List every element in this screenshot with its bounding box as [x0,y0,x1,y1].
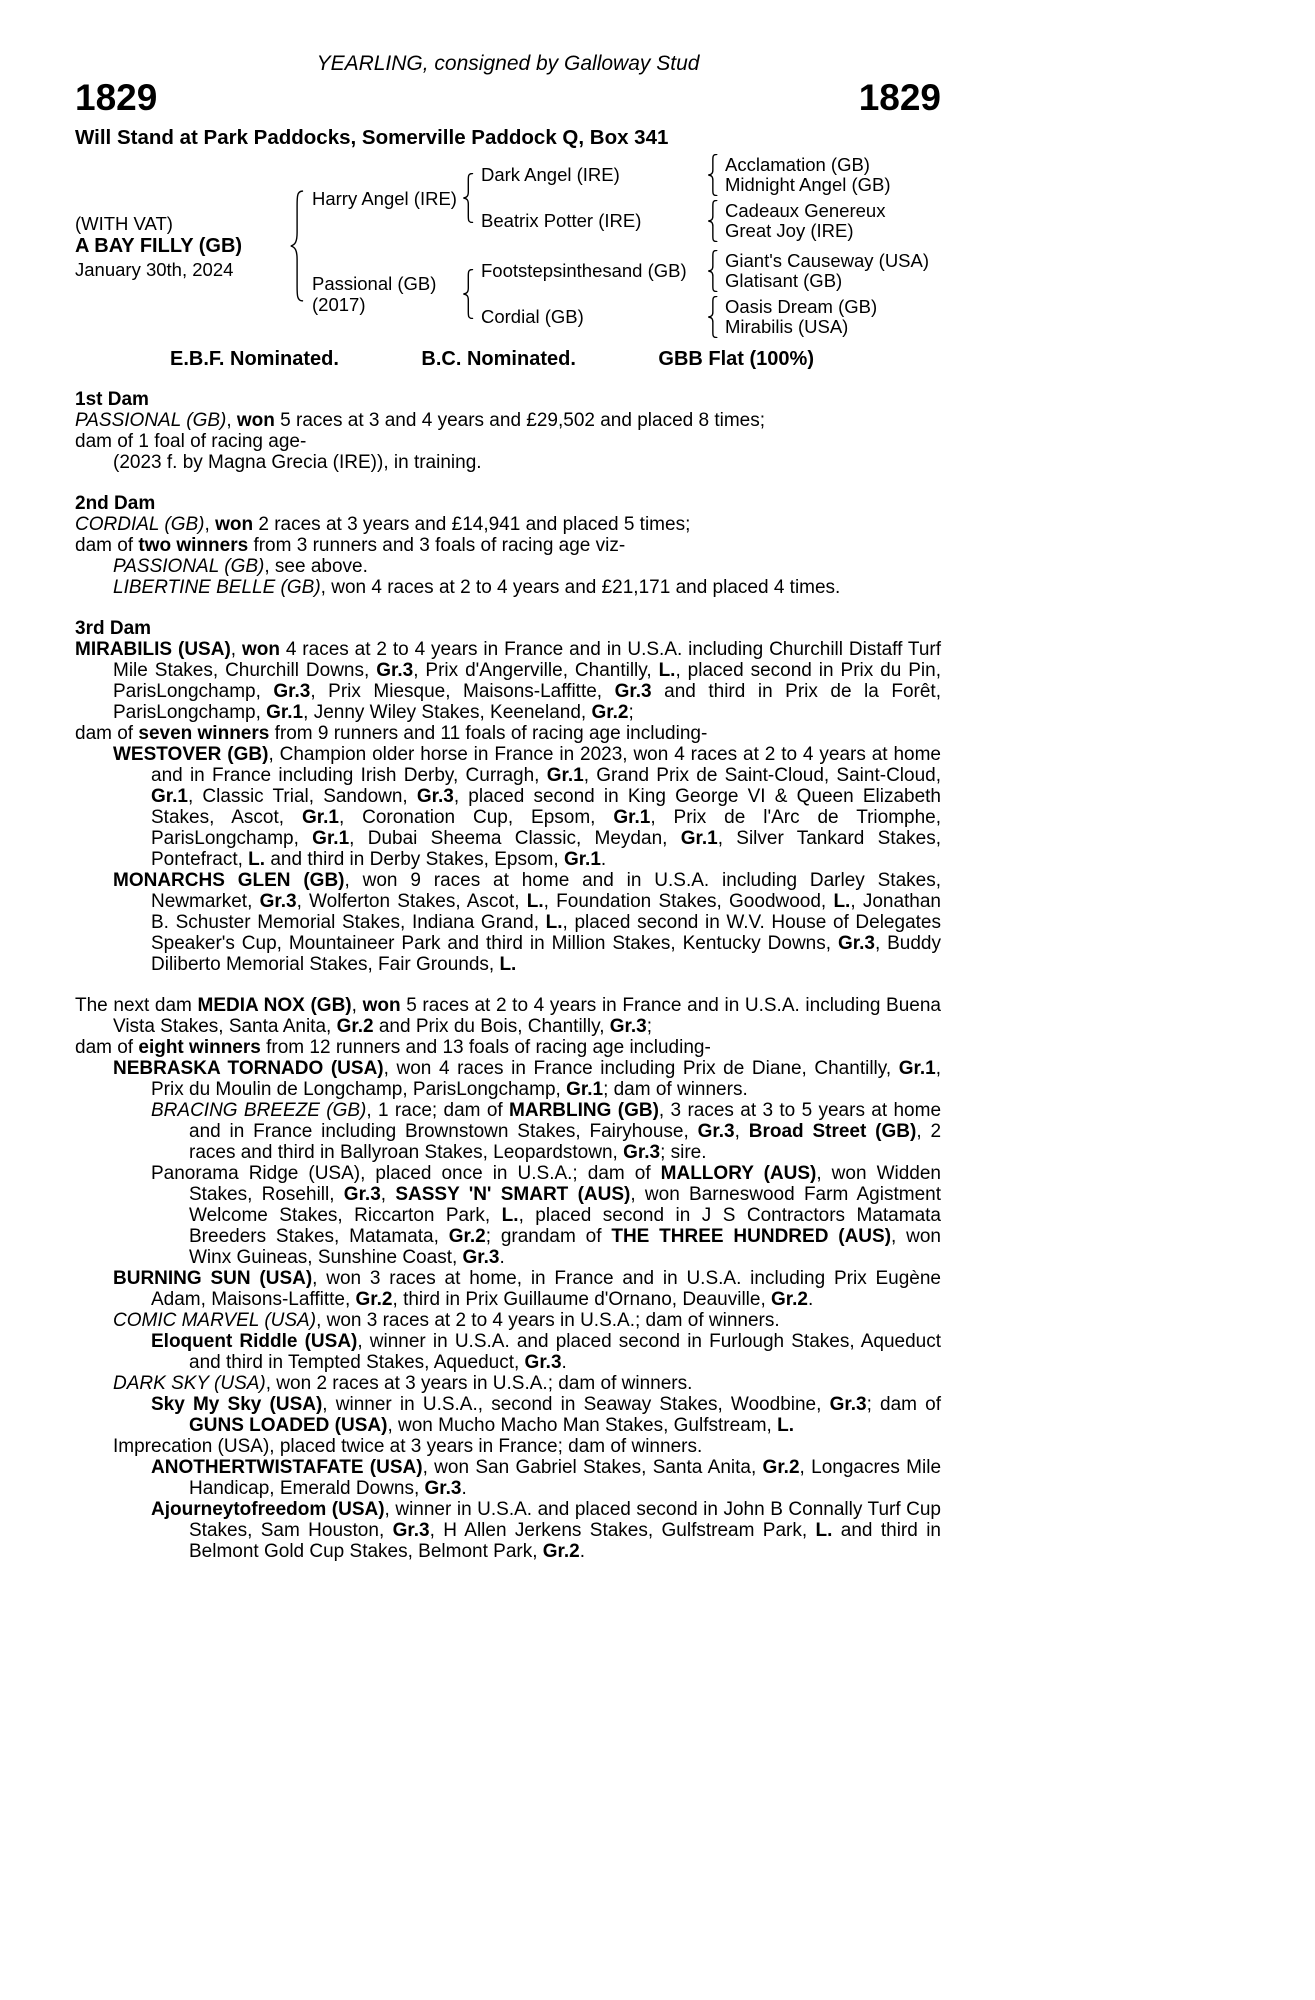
pedigree-paragraph [75,723,941,744]
text-run: . [461,1478,467,1499]
pedigree-paragraph [75,577,941,598]
pedigree-dam-dam-dam: Mirabilis (USA) [725,316,849,337]
text-run: , 3 races at 3 to 5 years at home and in France including Brownstown Stakes, Fairyhouse, [189,1100,942,1142]
text-run: 2 races at 3 years and £14,941 and placed 5 times; [253,514,691,535]
pedigree-sire-dam-dam: Great Joy (IRE) [725,220,854,241]
text-run: Gr.3 [424,1478,462,1499]
text-run: , placed second in W.V. House of Delegates Speaker's Cup, Mountaineer Park and third in Million Stakes, Kentucky Downs, [151,912,941,954]
text-run: . [808,1289,814,1310]
text-run: , [351,995,363,1016]
text-run: L. [499,954,517,975]
text-run: , Prix d'Angerville, Chantilly, [413,660,659,681]
text-run: Gr.1 [563,849,601,870]
pedigree-brace-icon [289,190,307,302]
pedigree-generations [312,154,929,338]
text-run: 5 races at 2 to 4 years in France and in U.S.A. including Buena Vista Stakes, Santa Anita, [113,995,941,1037]
text-run: seven winners [138,723,270,744]
text-run: , Prix Miesque, Maisons-Laffitte, [310,681,615,702]
text-run: and Prix du Bois, Chantilly, [373,1016,610,1037]
pedigree-dam-sire-dam: Glatisant (GB) [725,270,843,291]
text-run: , Coronation Cup, Epsom, [338,807,614,828]
pedigree-sire-sire: Dark Angel (IRE) [481,164,620,185]
text-run: L. [833,891,851,912]
text-run: 5 races at 3 and 4 years and £29,502 and placed 8 times; [274,410,766,431]
text-run: , Classic Trial, Sandown, [187,786,417,807]
text-run: . [561,1352,567,1373]
text-run: SASSY 'N' SMART (AUS) [395,1184,631,1205]
text-run: ; dam of [866,1394,941,1415]
text-run: two winners [138,535,249,556]
text-run: Gr.3 [259,891,297,912]
text-run: , won Barneswood Farm Agistment Welcome Stakes, Riccarton Park, [189,1184,941,1226]
text-run: PASSIONAL (GB) [113,556,265,577]
text-run: . [499,1247,505,1268]
text-run: . [579,1541,586,1562]
text-run: from 9 runners and 11 foals of racing age including- [269,723,708,744]
pedigree-brace-icon [707,200,720,242]
text-run: Gr.3 [343,1184,381,1205]
dam-section-heading: 2nd Dam [75,493,156,514]
text-run: Eloquent Riddle (USA) [151,1331,358,1352]
text-run: , H Allen Jerkens Stakes, Gulfstream Park, [429,1520,816,1541]
text-run: eight winners [138,1037,261,1058]
consignor-line: YEARLING, consigned by Galloway Stud [316,52,700,75]
catalog-content [75,52,941,1562]
text-run: , won Mucho Macho Man Stakes, Gulfstream, [387,1415,778,1436]
text-run: Gr.1 [566,1079,604,1100]
nominations-row [75,348,941,371]
pedigree-paragraph [75,535,941,556]
text-run: Gr.3 [273,681,311,702]
text-run: L. [248,849,266,870]
text-run: Gr.3 [524,1352,562,1373]
text-run: , won 4 races in France including Prix de Diane, Chantilly, [383,1058,899,1079]
text-run: , 2 races and third in Ballyroan Stakes, Leopardstown, [189,1121,942,1163]
pedigree-paragraph [75,1268,941,1310]
text-run: Imprecation (USA), placed twice at 3 years in France; dam of winners. [113,1436,703,1457]
text-run: L. [545,912,563,933]
pedigree-brace-icon [707,250,720,292]
text-run: , won Winx Guineas, Sunshine Coast, [189,1226,942,1268]
text-run: GUNS LOADED (USA) [189,1415,388,1436]
text-run: Sky My Sky (USA) [151,1394,323,1415]
text-run: L. [526,891,544,912]
text-run: . [600,849,607,870]
text-run: L. [777,1415,795,1436]
sire-half [312,154,929,242]
text-run: ; dam of winners. [603,1079,748,1100]
text-run: , Prix du Moulin de Longchamp, ParisLongchamp, [151,1058,941,1100]
pedigree-brace-icon [707,296,720,338]
bc-nomination: B.C. Nominated. [421,348,576,370]
pedigree-paragraph [75,431,941,452]
text-run: , won 3 races at 2 to 4 years in U.S.A.; dam of winners. [316,1310,780,1331]
text-run: , Jonathan B. Schuster Memorial Stakes, Indiana Grand, [151,891,942,933]
text-run: MEDIA NOX (GB) [197,995,352,1016]
text-run: , [230,639,242,660]
text-run: Gr.3 [697,1121,735,1142]
text-run: ANOTHERTWISTAFATE (USA) [151,1457,423,1478]
text-run: ; [646,1016,653,1037]
pedigree-sire: Harry Angel (IRE) [312,187,457,209]
text-run: dam of 1 foal of racing age- [75,431,307,452]
text-run: and third in Derby Stakes, Epsom, [265,849,564,870]
dam-half [312,250,929,338]
gbb-status: GBB Flat (100%) [658,348,814,370]
pedigree-paragraph [75,1058,941,1100]
text-run: MALLORY (AUS) [660,1163,817,1184]
text-run: Gr.1 [898,1058,936,1079]
text-run: and third in Prix de la Forêt, ParisLongchamp, [113,681,941,723]
text-run: , Longacres Mile Handicap, Emerald Downs, [189,1457,942,1499]
text-run: Gr.3 [416,786,454,807]
lot-number-left: 1829 [75,77,158,118]
text-run: , Grand Prix de Saint-Cloud, Saint-Cloud, [583,765,941,786]
text-run: PASSIONAL (GB) [75,410,227,431]
pedigree-paragraph [75,1499,941,1562]
text-run: , third in Prix Guillaume d'Ornano, Deauville, [392,1289,772,1310]
text-run: L. [815,1520,833,1541]
text-run: , winner in U.S.A., second in Seaway Stakes, Woodbine, [322,1394,830,1415]
text-run: , 1 race; dam of [366,1100,510,1121]
text-run: ; [628,702,634,723]
text-run: won [362,995,401,1016]
section-spacer [75,598,941,618]
text-run: NEBRASKA TORNADO (USA) [113,1058,384,1079]
pedigree-paragraph [75,410,941,431]
text-run: Gr.3 [614,681,652,702]
pedigree-paragraph [75,744,941,870]
text-run: Panorama Ridge (USA), placed once in U.S.A.; dam of [151,1163,661,1184]
catalog-body [75,389,941,1562]
pedigree-sire-sire-dam: Midnight Angel (GB) [725,174,891,195]
pedigree-sire-dam-sire: Cadeaux Genereux [725,200,886,221]
dam-section-heading: 3rd Dam [75,618,152,639]
pedigree-paragraph [75,1163,941,1268]
pedigree-paragraph [75,995,941,1037]
pedigree-subject [75,212,287,281]
text-run: from 3 runners and 3 foals of racing age viz- [248,535,626,556]
pedigree-brace-icon [707,154,720,196]
text-run: dam of [75,1037,139,1058]
text-run: , won 2 races at 3 years in U.S.A.; dam of winners. [265,1373,693,1394]
text-run: Gr.1 [613,807,651,828]
text-run: COMIC MARVEL (USA) [113,1310,317,1331]
section-spacer [75,473,941,493]
text-run: BURNING SUN (USA) [113,1268,313,1289]
text-run: , won San Gabriel Stakes, Santa Anita, [422,1457,763,1478]
pedigree-dam-dam-sire: Oasis Dream (GB) [725,296,878,317]
pedigree-paragraph [75,452,941,473]
foal-date: January 30th, 2024 [75,258,234,280]
pedigree-paragraph [75,1394,941,1436]
text-run: won [236,410,275,431]
text-run: Gr.1 [546,765,584,786]
pedigree-paragraph [75,639,941,723]
pedigree-paragraph [75,1457,941,1499]
text-run: MIRABILIS (USA) [75,639,231,660]
pedigree-brace-icon [462,173,476,223]
text-run: Gr.2 [771,1289,809,1310]
text-run: and third in Belmont Gold Cup Stakes, Belmont Park, [189,1520,941,1562]
dam-section-heading: 1st Dam [75,389,149,410]
text-run: Gr.3 [376,660,414,681]
pedigree-dam-sire: Footstepsinthesand (GB) [481,260,687,281]
text-run: Gr.1 [301,807,339,828]
text-run: 4 races at 2 to 4 years in France and in U.S.A. including Churchill Distaff Turf Mile Stakes, Churchill Downs, [113,639,942,681]
text-run: THE THREE HUNDRED (AUS) [611,1226,892,1247]
pedigree-paragraph [75,514,941,535]
pedigree-tree [75,154,941,338]
text-run: , placed second in King George VI & Queen Elizabeth Stakes, Ascot, [151,786,941,828]
text-run: Gr.3 [609,1016,647,1037]
text-run: , [204,514,216,535]
text-run: , [226,410,237,431]
pedigree-sire-sire-sire: Acclamation (GB) [725,154,870,175]
text-run: (2023 f. by Magna Grecia (IRE)), in training. [113,452,482,473]
text-run: CORDIAL (GB) [75,514,205,535]
text-run: , placed second in J S Contractors Matamata Breeders Stakes, Matamata, [189,1205,941,1247]
text-run: dam of [75,535,139,556]
text-run: Gr.2 [542,1541,580,1562]
text-run: Gr.3 [392,1520,430,1541]
pedigree-paragraph [75,1310,941,1331]
text-run: MARBLING (GB) [509,1100,659,1121]
text-run: , see above. [264,556,368,577]
text-run: , winner in U.S.A. and placed second in John B Connally Turf Cup Stakes, Sam Houston, [189,1499,941,1541]
text-run: Gr.1 [151,786,188,807]
vat-note: (WITH VAT) [75,212,173,234]
text-run: WESTOVER (GB) [113,744,269,765]
pedigree-dam-dam: Cordial (GB) [481,306,584,327]
lot-number-right: 1829 [858,77,941,118]
pedigree-sire-dam: Beatrix Potter (IRE) [481,210,642,231]
pedigree-dam-year: (2017) [312,294,366,315]
text-run: , won 4 races at 2 to 4 years and £21,171 and placed 4 times. [320,577,841,598]
ebf-nomination: E.B.F. Nominated. [170,348,339,370]
text-run: , [734,1121,749,1142]
text-run: , Dubai Sheema Classic, Meydan, [349,828,681,849]
pedigree-paragraph [75,870,941,975]
horse-name: A BAY FILLY (GB) [75,234,243,257]
text-run: , Jenny Wiley Stakes, Keeneland, [303,702,592,723]
text-run: Broad Street (GB) [748,1121,917,1142]
text-run: Ajourneytofreedom (USA) [151,1499,385,1520]
text-run: , Foundation Stakes, Goodwood, [543,891,834,912]
pedigree-brace-icon [462,269,476,319]
text-run: Gr.3 [837,933,875,954]
text-run: Gr.2 [591,702,629,723]
text-run: Gr.1 [312,828,350,849]
text-run: Gr.3 [829,1394,867,1415]
text-run: , winner in U.S.A. and placed second in Furlough Stakes, Aqueduct and third in Tempted Stakes, Aqueduct, [189,1331,941,1373]
lot-number-row [75,78,941,118]
stand-location-line: Will Stand at Park Paddocks, Somerville Paddock Q, Box 341 [75,126,669,149]
text-run: ; grandam of [485,1226,612,1247]
pedigree-paragraph [75,1100,941,1163]
text-run: Gr.2 [448,1226,486,1247]
text-run: Gr.1 [680,828,718,849]
text-run: , won Widden Stakes, Rosehill, [189,1163,941,1205]
text-run: from 12 runners and 13 foals of racing age including- [260,1037,711,1058]
text-run: LIBERTINE BELLE (GB) [113,577,321,598]
text-run: MONARCHS GLEN (GB) [113,870,345,891]
section-spacer [75,975,941,995]
text-run: , Prix de l'Arc de Triomphe, ParisLongchamp, [151,807,942,849]
text-run: Gr.2 [355,1289,393,1310]
text-run: , Champion older horse in France in 2023, won 4 races at 2 to 4 years at home and in France including Irish Derby, Curragh, [151,744,941,786]
pedigree-paragraph [75,1037,941,1058]
text-run: L. [658,660,676,681]
text-run: won [215,514,254,535]
text-run: , placed second in Prix du Pin, ParisLongchamp, [113,660,941,702]
pedigree-paragraph [75,1373,941,1394]
text-run: won [241,639,280,660]
text-run: , [380,1184,396,1205]
pedigree-dam: Passional (GB) [312,273,437,294]
text-run: Gr.2 [762,1457,800,1478]
text-run: Gr.2 [336,1016,374,1037]
text-run: The next dam [75,995,198,1016]
text-run: Gr.1 [266,702,304,723]
text-run: , won 3 races at home, in France and in U.S.A. including Prix Eugène Adam, Maisons-Laffitte, [151,1268,942,1310]
text-run: , Silver Tankard Stakes, Pontefract, [151,828,941,870]
text-run: Gr.3 [623,1142,661,1163]
text-run: , Wolferton Stakes, Ascot, [296,891,527,912]
text-run: L. [501,1205,519,1226]
pedigree-paragraph [75,556,941,577]
text-run: Gr.3 [462,1247,500,1268]
text-run: dam of [75,723,139,744]
text-run: ; sire. [660,1142,707,1163]
pedigree-paragraph [75,1331,941,1373]
pedigree-dam-sire-sire: Giant's Causeway (USA) [725,250,930,271]
text-run: BRACING BREEZE (GB) [151,1100,367,1121]
text-run: , won 9 races at home and in U.S.A. including Darley Stakes, Newmarket, [151,870,941,912]
pedigree-paragraph [75,1436,941,1457]
text-run: DARK SKY (USA) [113,1373,266,1394]
text-run: , Buddy Diliberto Memorial Stakes, Fair Grounds, [151,933,942,975]
